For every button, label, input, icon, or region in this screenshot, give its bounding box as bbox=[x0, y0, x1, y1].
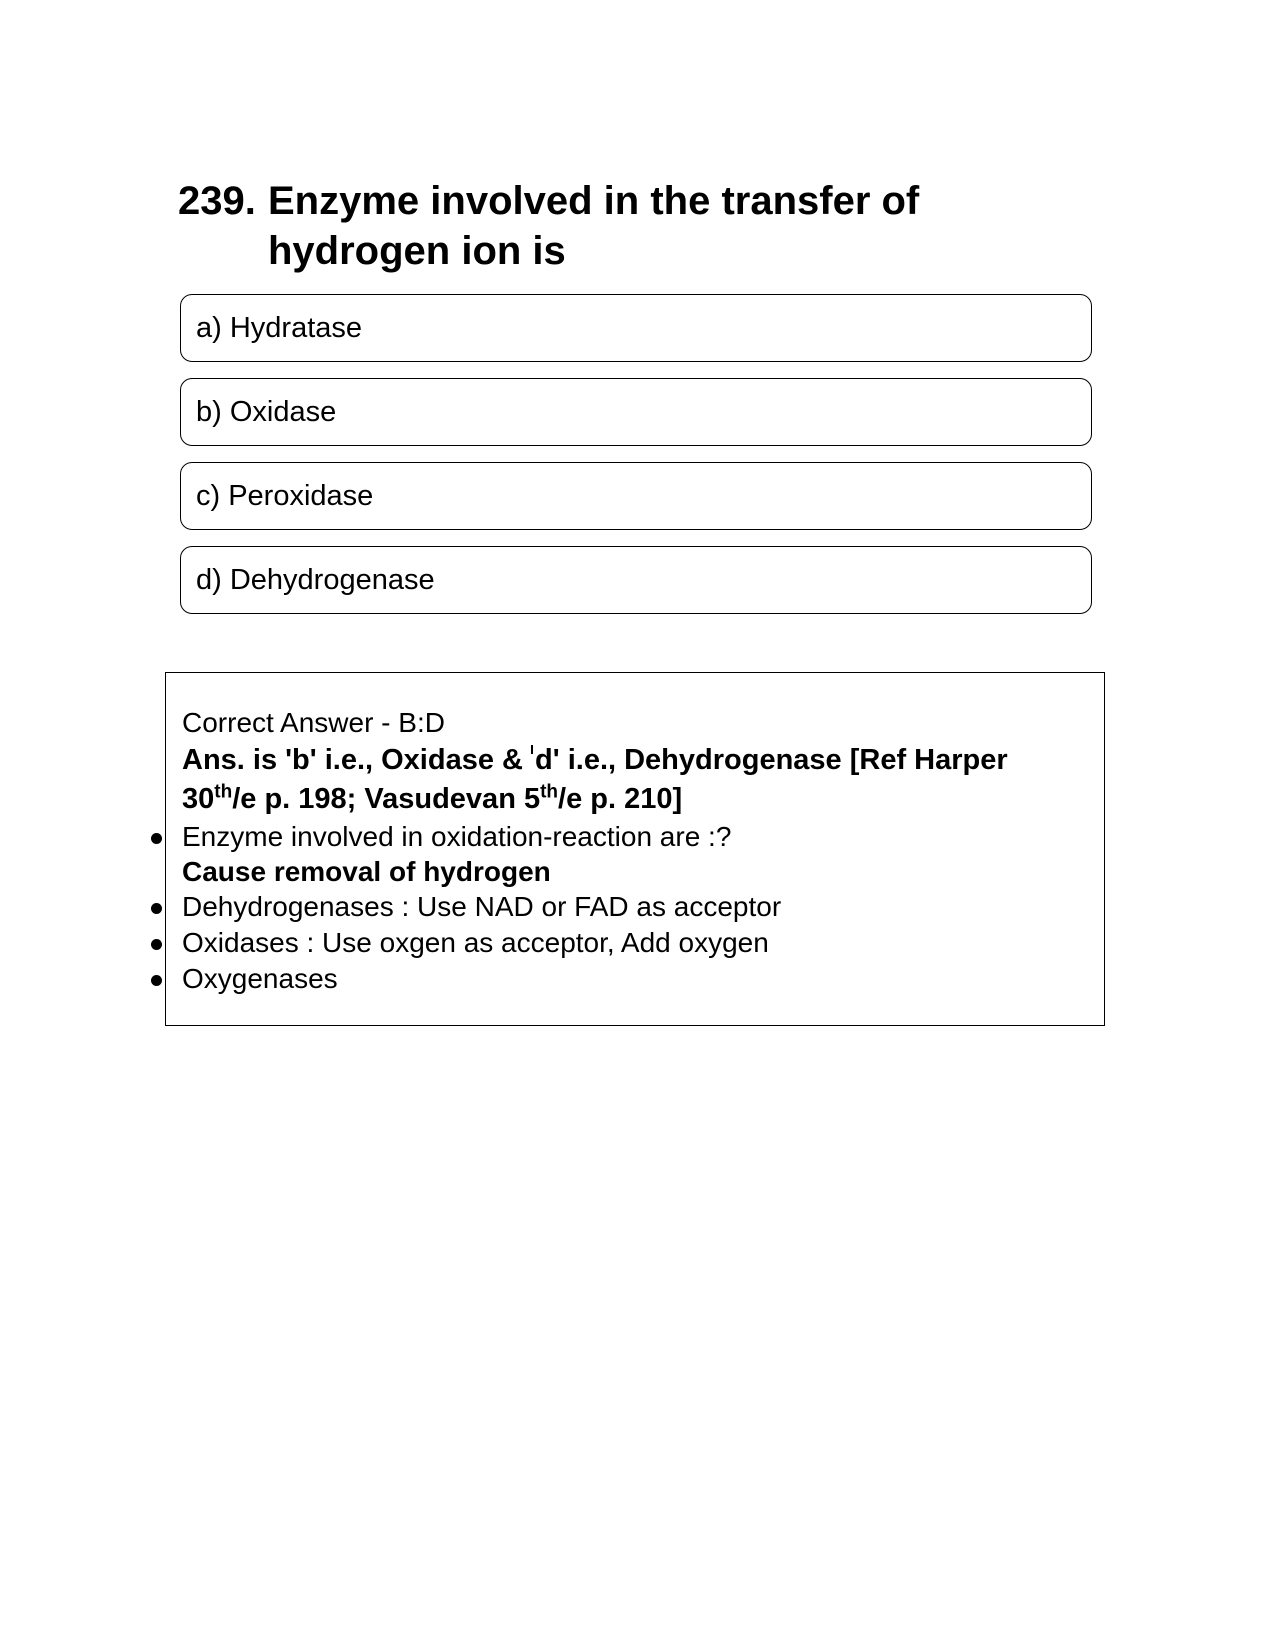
answer-reference bbox=[182, 741, 1088, 819]
option-b-label: b) Oxidase bbox=[196, 395, 337, 428]
bullet-item-2 bbox=[182, 889, 1088, 925]
bullet-item-1 bbox=[182, 819, 1088, 855]
bullet-item-4 bbox=[182, 961, 1088, 997]
question-text-line-2: hydrogen ion is bbox=[268, 229, 566, 273]
answer-explanation-box bbox=[165, 672, 1105, 1026]
bullet-dot-icon bbox=[151, 903, 162, 914]
bullet-item-2-text: Dehydrogenases : Use NAD or FAD as acceptor bbox=[182, 891, 782, 922]
ref-harper-sup: th bbox=[214, 781, 233, 803]
answer-reference-part-2: d' i.e., Dehydrogenase [Ref Harper bbox=[535, 744, 1008, 776]
ref-vasudevan-page: /e p. 210] bbox=[558, 783, 683, 815]
question-text bbox=[268, 176, 1078, 276]
ref-vasudevan: /e p. 198; Vasudevan 5 bbox=[232, 783, 541, 815]
bullet-item-1-text: Enzyme involved in oxidation-reaction are :? bbox=[182, 821, 732, 852]
bullet-item-3 bbox=[182, 925, 1088, 961]
ref-harper-edition: 30 bbox=[182, 783, 215, 815]
answer-reference-part-1: Ans. is 'b' i.e., Oxidase & bbox=[182, 744, 532, 776]
option-c-label: c) Peroxidase bbox=[196, 479, 374, 512]
correct-answer: Correct Answer - B:D bbox=[182, 707, 445, 738]
ref-vasudevan-sup: th bbox=[540, 781, 559, 803]
option-d-label: d) Dehydrogenase bbox=[196, 563, 435, 596]
question-number: 239. bbox=[178, 179, 256, 223]
option-d[interactable] bbox=[180, 546, 1092, 614]
bullet-item-3-text: Oxidases : Use oxgen as acceptor, Add oxygen bbox=[182, 927, 769, 958]
question-heading bbox=[178, 176, 1078, 276]
subheading-removal-hydrogen: Cause removal of hydrogen bbox=[182, 856, 551, 887]
option-b[interactable] bbox=[180, 378, 1092, 446]
option-a-label: a) Hydratase bbox=[196, 311, 363, 344]
bullet-dot-icon bbox=[151, 939, 162, 950]
question-text-line-1: Enzyme involved in the transfer of bbox=[268, 179, 920, 223]
bullet-dot-icon bbox=[151, 975, 162, 986]
bullet-dot-icon bbox=[151, 833, 162, 844]
options-list bbox=[180, 294, 1092, 630]
option-a[interactable] bbox=[180, 294, 1092, 362]
option-c[interactable] bbox=[180, 462, 1092, 530]
bullet-item-4-text: Oxygenases bbox=[182, 963, 338, 994]
